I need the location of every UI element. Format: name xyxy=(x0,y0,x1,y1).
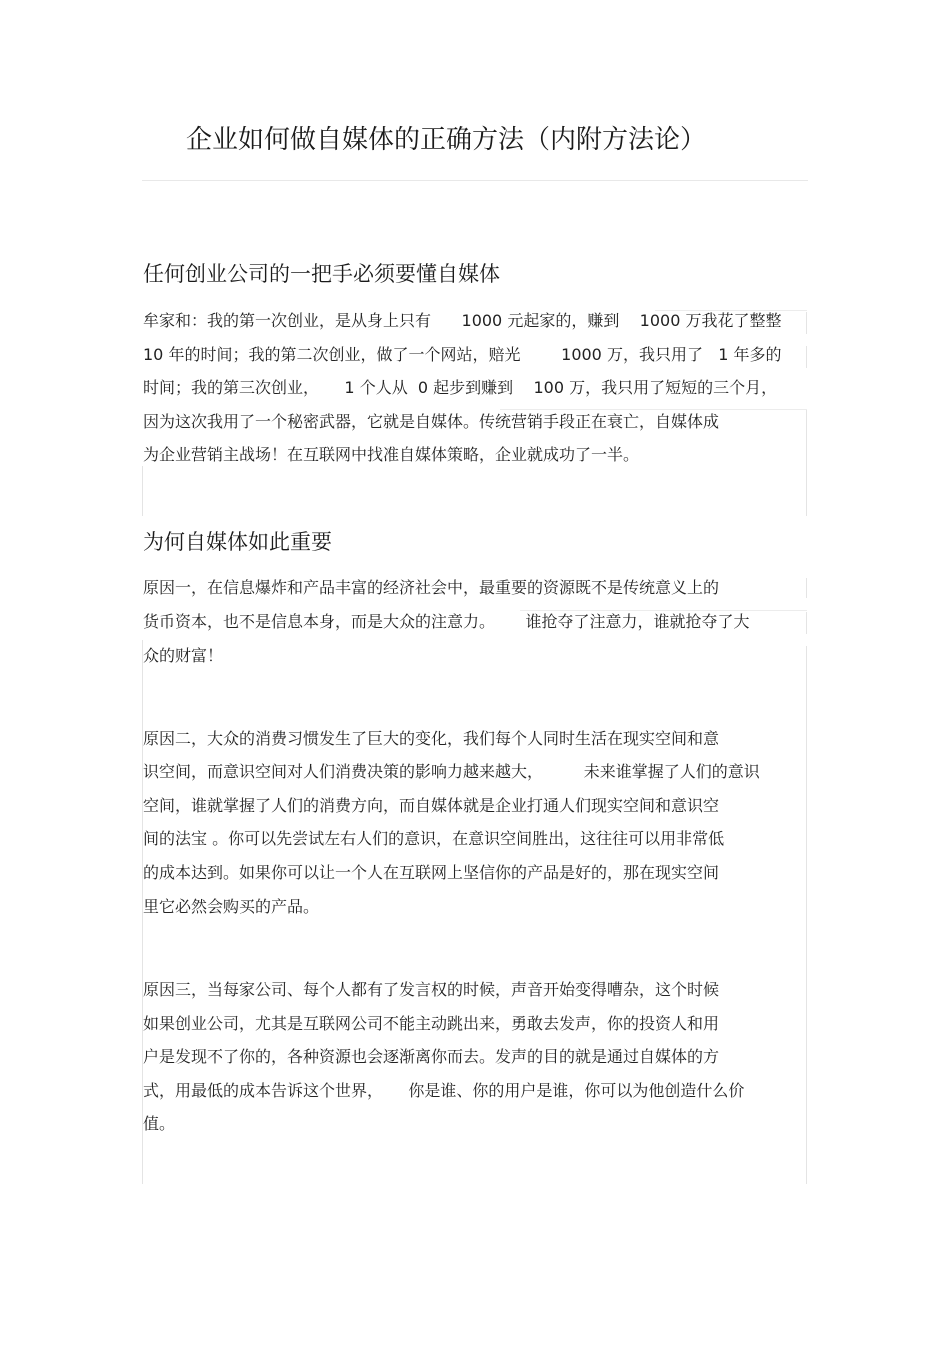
frame-line xyxy=(806,410,807,516)
paragraph-line: 时间；我的第三次创业， 1 个人从 0 起步到赚到 100 万，我只用了短短的三个月， xyxy=(143,378,778,397)
frame-line xyxy=(806,646,807,1184)
frame-line xyxy=(806,346,807,368)
frame-line xyxy=(806,578,807,598)
paragraph-line: 如果创业公司，尤其是互联网公司不能主动跳出来，勇敢去发声，你的投资人和用 xyxy=(143,1014,720,1033)
paragraph-line: 原因二，大众的消费习惯发生了巨大的变化，我们每个人同时生活在现实空间和意 xyxy=(143,729,720,748)
paragraph-line: 空间，谁就掌握了人们的消费方向，而自媒体就是企业打通人们现实空间和意识空 xyxy=(143,796,720,815)
paragraph-line: 户是发现不了你的，各种资源也会逐渐离你而去。发声的目的就是通过自媒体的方 xyxy=(143,1047,720,1066)
section-heading: 任何创业公司的一把手必须要懂自媒体 xyxy=(143,262,500,286)
paragraph-line: 原因一，在信息爆炸和产品丰富的经济社会中，最重要的资源既不是传统意义上的 xyxy=(143,578,720,597)
paragraph-line: 的成本达到。如果你可以让一个人在互联网上坚信你的产品是好的，那在现实空间 xyxy=(143,863,720,882)
paragraph-line: 式，用最低的成本告诉这个世界， 你是谁、你的用户是谁，你可以为他创造什么价 xyxy=(143,1081,745,1100)
paragraph-line: 识空间，而意识空间对人们消费决策的影响力越来越大， 未来谁掌握了人们的意识 xyxy=(143,762,760,781)
paragraph-line: 因为这次我用了一个秘密武器，它就是自媒体。传统营销手段正在衰亡，自媒体成 xyxy=(143,412,720,431)
frame-line xyxy=(806,312,807,334)
title-divider xyxy=(142,180,808,181)
paragraph-line: 为企业营销主战场！在互联网中找准自媒体策略，企业就成功了一半。 xyxy=(143,445,640,464)
document-title: 企业如何做自媒体的正确方法（内附方法论） xyxy=(186,125,707,155)
paragraph-line: 原因三，当每家公司、每个人都有了发言权的时候，声音开始变得嘈杂，这个时候 xyxy=(143,980,720,999)
paragraph-line: 货币资本，也不是信息本身，而是大众的注意力。 谁抢夺了注意力，谁就抢夺了大 xyxy=(143,612,750,631)
frame-line xyxy=(806,612,807,634)
paragraph-line: 10 年的时间；我的第二次创业，做了一个网站，赔光 1000 万，我只用了 1 年多的 xyxy=(143,345,782,364)
paragraph-line: 牟家和：我的第一次创业，是从身上只有 1000 元起家的，赚到 1000 万我花了整整 xyxy=(143,311,782,330)
frame-line xyxy=(500,409,807,410)
paragraph-line: 里它必然会购买的产品。 xyxy=(143,897,320,916)
paragraph-line: 间的法宝 。你可以先尝试左右人们的意识，在意识空间胜出，这往往可以用非常低 xyxy=(143,829,725,848)
frame-line xyxy=(142,466,143,516)
section-heading: 为何自媒体如此重要 xyxy=(143,530,332,554)
paragraph-line: 众的财富！ xyxy=(143,646,224,665)
paragraph-line: 值。 xyxy=(143,1114,176,1133)
